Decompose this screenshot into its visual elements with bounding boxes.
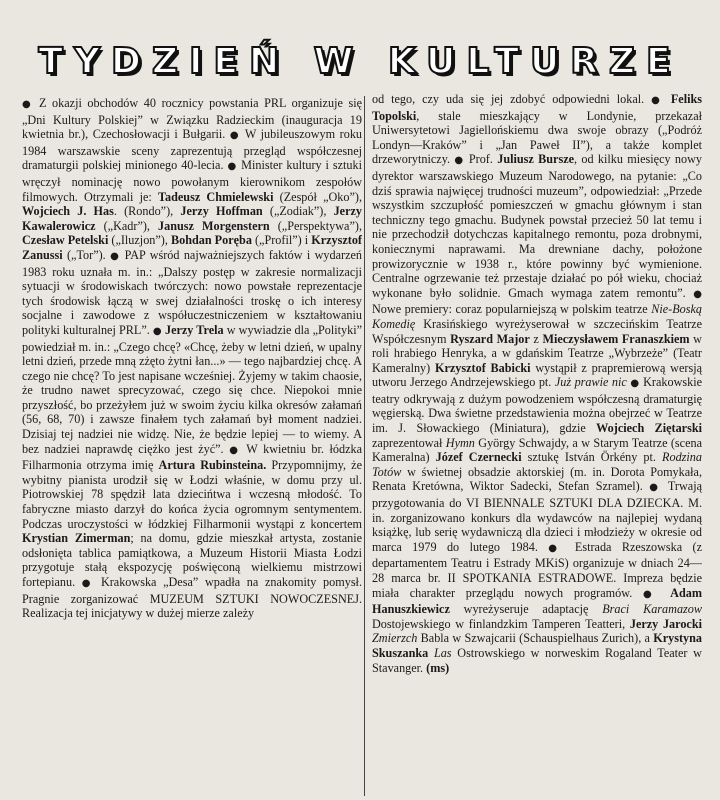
bullet-icon: ●	[642, 588, 671, 600]
person-name: Juliusz Bursze	[497, 152, 575, 167]
person-name: Jerzy Jarocki	[629, 616, 702, 631]
bullet-icon: ●	[22, 99, 40, 110]
body-text: w wywiadzie dla „Polityki” powiedział m. in.: „Czego chcę? «Chcę, żeby w letni dzień, w upalny letni dzień, przede mną zżęto żytni łan...» — tego najbardziej chcę. A czego nie chcę? To jest napisane wcześniej. Żyjemy w takim chaosie, że trudno nawet sprecyzować, czego się chce. Niepokoi mnie przyszłość, bo przeżyłem już w swoim życiu kilka okresów załamań (56, 68, 70) i zawsze finałem tych załamań był moment nadziei. Dzisiaj tej nadziei nie widzę. Nie, że będzie lepiej — to wiemy. A bez nadziei naprawdę ciężko jest żyć”.	[22, 322, 362, 456]
body-text: z	[529, 331, 543, 346]
body-text: Trwają przygotowania do VI BIENNALE SZTUKI DLA DZIECKA. M. in. zorganizowano konkurs dla wydawców na najlepiej wydaną książkę, lub serię wydawniczą dla dzieci i młodzieży w okresie od marca 1979 do lutego 1984.	[372, 479, 702, 554]
body-text: w roli hrabiego Henryka, a w gdańskim Teatrze „Wybrzeże” (Teatr Kameralny)	[372, 331, 702, 375]
work-title: Już prawie nic	[554, 375, 627, 390]
person-name: Krystyna Skuszanka	[372, 631, 702, 660]
body-text: Dostojewskiego w finlandzkim Tamperen Teatteri,	[372, 616, 630, 631]
body-text: . (Rondo”),	[113, 204, 181, 219]
right-column-text	[372, 92, 702, 675]
person-name: Tadeusz Chmielewski	[158, 189, 274, 204]
column-divider	[364, 96, 365, 796]
body-text: (Zespół „Oko”),	[273, 189, 362, 204]
person-name: Janusz Morgenstern	[158, 218, 270, 233]
body-text: sztukę István Örkény pt.	[521, 450, 663, 465]
page-title: TYDZIEŃ W KULTURZE	[38, 40, 682, 82]
body-text: Estrada Rzeszowska (z departamentem Teatru i Estrady MKiS) organizuje w dniach 24—28 marca br. II SPOTKANIA ESTRADOWE. Impreza będzie miała charakter przeglądu nowych programów.	[372, 539, 702, 600]
bullet-icon: ●	[110, 250, 125, 262]
person-name: Wojciech J. Has	[22, 204, 114, 219]
person-name: Jerzy Trela	[164, 322, 224, 337]
body-text: Ostrowskiego w norweskim Rogaland Teater w Stavanger.	[372, 645, 702, 675]
masthead	[18, 36, 702, 86]
person-name: Feliks Topolski	[372, 92, 703, 123]
bullet-icon: ●	[229, 130, 245, 142]
bullet-icon: ●	[649, 482, 668, 494]
body-text: Przypomnijmy, że wybitny pianista urodził się w Łodzi właśnie, w domu przy ul. Piotrowskiej 78 spędził lata dziecińtwa i wczesną młodość. To fabryczne miasto darzył do końca życia ogromnym sentymentem. Podczas uroczystości w łódzkiej Filharmonii wystąpi z koncertem	[22, 458, 363, 531]
body-text: („Kadr”),	[95, 218, 159, 233]
body-text: Z okazji obchodów 40 rocznicy powstania PRL organizuje się „Dni Kultury Polskiej” w Związku Radzieckim (inauguracja 19 kwietnia br.), Czechosłowacji i Bułgarii.	[22, 96, 362, 142]
body-text: György Schwajdy, a w Starym Teatrze (scena Kameralna)	[372, 435, 702, 465]
body-text: Minister kultury i sztuki wręczył nominację nowo powołanym kierownikom zespołów filmowych. Otrzymali je:	[22, 158, 362, 204]
body-text: Krakowskie teatry odkrywają z dużym powodzeniem współczesną dramaturgię węgierską. Dwa świetne przedstawienia można obejrzeć w Teatrze im. J. Słowackiego (Miniatura), gdzie	[372, 375, 703, 436]
body-text: Babla w Szwajcarii (Schauspielhaus Zurich), a	[417, 631, 654, 646]
body-text: („Perspektywa”),	[269, 218, 362, 233]
work-title: Rodzina Totów	[372, 450, 702, 479]
body-text: Krasińskiego wyreżyserował w szczecińskim Teatrze Współczesnym	[372, 316, 702, 346]
body-text: od tego, czy uda się jej zdobyć odpowiedni lokal.	[372, 92, 652, 106]
right-column	[372, 92, 702, 796]
person-name: Jerzy Kawalerowicz	[22, 204, 362, 233]
person-name: Ryszard Major	[450, 331, 530, 346]
person-name: Mieczysławem Franaszkiem	[542, 331, 690, 346]
bullet-icon: ●	[548, 542, 575, 554]
bullet-icon: ●	[651, 95, 671, 106]
body-text: zaprezentował	[372, 435, 446, 450]
bullet-icon: ●	[81, 578, 101, 589]
person-name: Jerzy Hoffman	[180, 204, 263, 219]
left-column	[22, 96, 362, 796]
person-name: Krzysztof Zanussi	[22, 233, 362, 262]
person-name: Czesław Petelski	[22, 233, 109, 248]
body-text: w świetnej obsadzie aktorskiej (m. in. Dorota Pomykała, Renata Kretówna, Wiktor Sadecki, Stefan Szramel).	[372, 464, 702, 494]
person-name: Krzysztof Babicki	[435, 360, 531, 375]
left-column-text	[22, 96, 362, 621]
body-text: W jubileuszowym roku 1984 warszawskie sceny zaprezentują przegląd współczesnej dramaturgii polskiej minionego 40-lecia.	[22, 127, 363, 173]
bullet-icon: ●	[229, 444, 247, 456]
bullet-icon: ●	[152, 325, 165, 337]
bullet-icon: ●	[630, 378, 644, 390]
body-text: , stale mieszkający w Londynie, przekazał Uniwersytetowi Jagiellońskiemu dwa swoje obrazy („Podróż Londyn—Kraków” i „Jan Paweł II”), a także komplet drzeworytniczy.	[372, 108, 702, 167]
body-text: Krakowska „Desa” wpadła na znakomity pomysł. Pragnie zorganizować MUZEUM SZTUKI NOWOCZESNEJ. Realizacja tej inicjatywy w dużej mierze zależy	[22, 575, 362, 621]
person-name: Bohdan Poręba	[170, 233, 252, 248]
body-text: wyreżyseruje adaptację	[449, 602, 603, 617]
body-text: Prof.	[468, 152, 498, 167]
body-text: PAP wśród najważniejszych faktów i wydarzeń 1983 roku uznała m. in.: „Dalszy postęp w zakresie normalizacji sytuacji w środowiskach twórczych: nowo powstałe reprezentacje tych środowisk łączą w swej działalności troskę o ich interesy socjalne i zawodowe z współuczestniczeniem w kształtowaniu polityki kulturalnej PRL”.	[22, 247, 362, 337]
body-text: („Profil”) i	[251, 233, 312, 248]
person-name: Krystian Zimerman	[22, 531, 131, 546]
person-name: Józef Czernecki	[435, 450, 522, 465]
body-text: („Tor”).	[62, 247, 111, 262]
person-name: Wojciech Ziętarski	[596, 421, 703, 436]
body-text: ; na domu, gdzie mieszkał artysta, zostanie odsłonięta tablica pamiątkowa, a Muzeum Historii Miasta Łodzi przygotuje stałą ekspozycję poświęconą wielkiemu mistrzowi fortepianu.	[22, 531, 362, 589]
work-title: Nie-Boską Komedię	[372, 302, 702, 331]
work-title: Las	[433, 645, 452, 660]
body-text: W kwietniu br. łódzka Filharmonia otrzyma imię	[22, 441, 362, 473]
person-name: Artura Rubinsteina.	[158, 458, 267, 473]
body-text: wystąpił z prapremierową wersją utworu Jerzego Andrzejewskiego pt.	[372, 360, 702, 390]
bullet-icon: ●	[454, 155, 469, 167]
body-text: („Iluzjon”),	[108, 233, 171, 248]
person-name: Adam Hanuszkiewicz	[372, 585, 702, 617]
bullet-icon: ●	[227, 161, 242, 173]
body-text: , od kilku miesięcy nowy dyrektor warszawskiego Muzeum Narodowego, na pytanie: „Co dziś sprawia najwięcej trudności muzeum”, odpowiedział: „Przede wszystkim szczupłość pomieszczeń w gmachu głównym i stan techniczny tego gmachu. Budynek powstał przecież 50 lat temu i nie przechodził dotychczas kapitalnego remontu, poza drobnymi, koniecznymi naprawami. Ma drewniane dachy, położone prowizorycznie w 1938 r., które powinny być wymienione. Centralne ogrzewanie też przestaje działać po pół wieku, chociaż wykonane było solidnie. Gmach wymaga zatem remontu”.	[372, 152, 703, 300]
body-text: („Zodiak”),	[262, 204, 334, 219]
person-name: (ms)	[426, 660, 450, 675]
work-title: Braci Karamazow	[602, 602, 703, 617]
body-text: Nowe premiery: coraz popularniejszą w polskim teatrze	[372, 302, 652, 317]
work-title: Hymn	[445, 435, 475, 450]
bullet-icon: ●	[693, 288, 702, 300]
work-title: Zmierzch	[372, 631, 418, 646]
